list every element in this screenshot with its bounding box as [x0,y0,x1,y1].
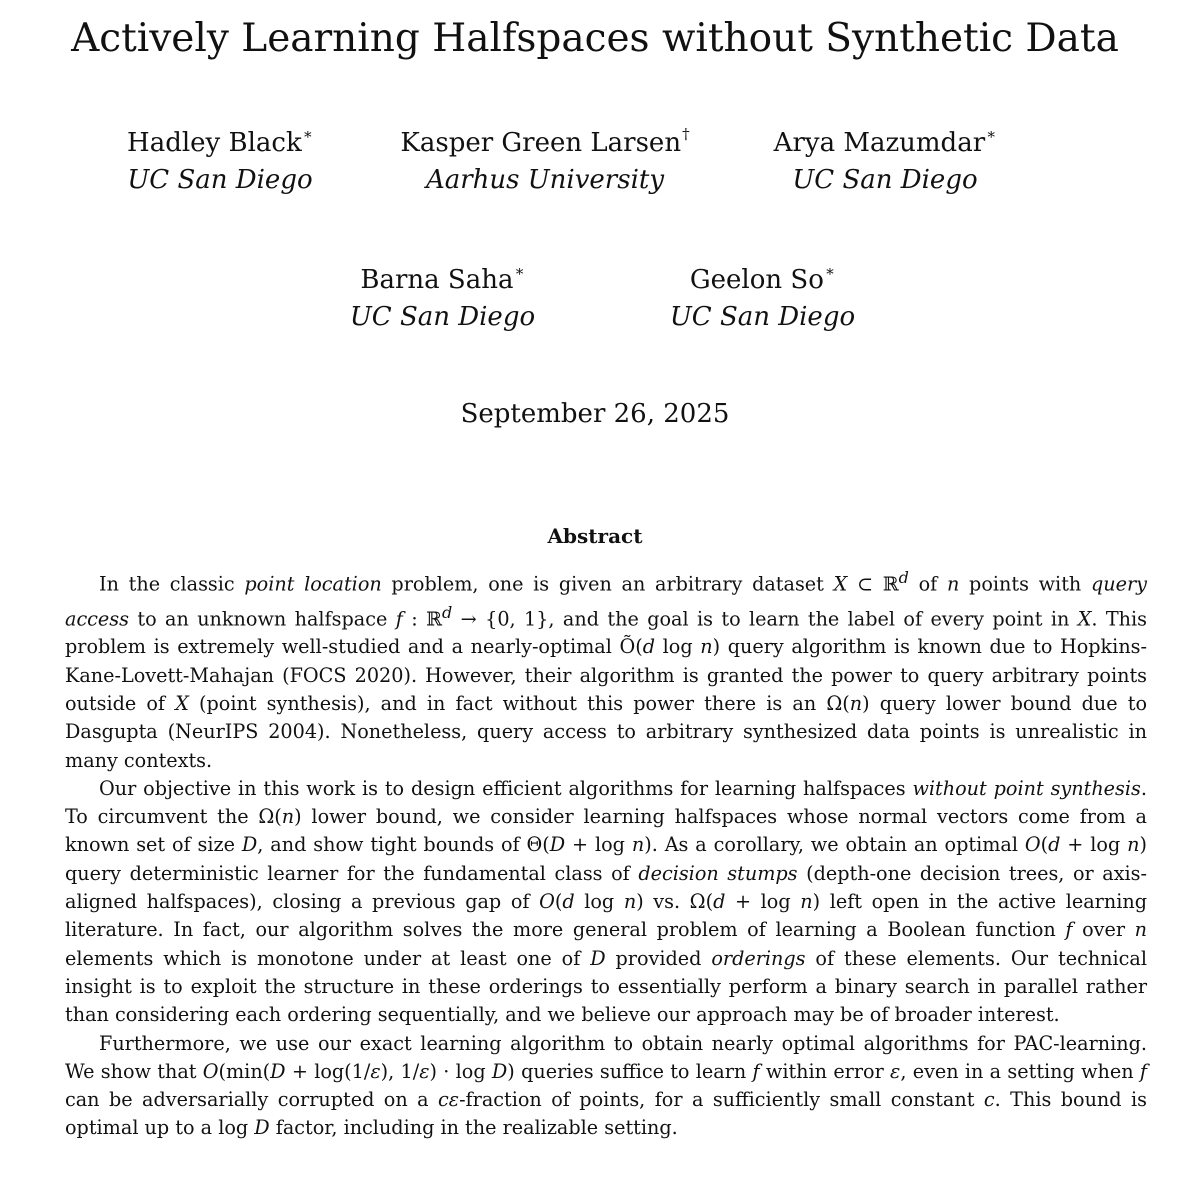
author-affiliation: Aarhus University [425,165,665,195]
author-name: Hadley Black∗ [127,125,313,158]
author-name: Geelon So∗ [689,262,836,295]
author-block [300,262,585,336]
author-block [380,125,710,199]
abstract-paragraph: Our objective in this work is to design efficient algorithms for learning halfspaces without point synthesis. To circumvent the Ω(n) lower bound, we consider learning halfspaces whose normal vectors come from a known set of size D, and show tight bounds of Θ(D + log n). As a corollary, we obtain an optimal O(d + log n) query deterministic learner for the fundamental class of decision stumps (depth-one decision trees, or axis-aligned halfspaces), closing a previous gap of O(d log n) vs. Ω(d + log n) left open in the active learning literature. In fact, our algorithm solves the more general problem of learning a Boolean function f over n elements which is monotone under at least one of D provided orderings of these elements. Our technical insight is to exploit the structure in these orderings to essentially perform a binary search in parallel rather than considering each ordering sequentially, and we believe our approach may be of broader interest. [65,776,1147,1027]
author-footnote-mark: ∗ [986,125,997,143]
abstract-heading: Abstract [547,524,643,548]
author-block [735,125,1035,199]
abstract-paragraph: In the classic point location problem, one is given an arbitrary dataset X ⊂ ℝ$^d$ of n points with query access to an unknown halfspace f : ℝ$^d$ → {0, 1}, and the goal is to learn the label of every point in X. This problem is extremely well-studied and a nearly-optimal Õ(d log n) query algorithm is known due to Hopkins-Kane-Lovett-Mahajan (FOCS 2020). However, their algorithm is granted the power to query arbitrary points outside of X (point synthesis), and in fact without this power there is an Ω(n) query lower bound due to Dasgupta (NeurIPS 2004). Nonetheless, query access to arbitrary synthesized data points is unrealistic in many contexts. [65,568,1148,772]
abstract-body [65,564,1147,1143]
author-footnote-mark: ∗ [514,262,525,280]
author-name: Barna Saha∗ [360,262,525,295]
author-affiliation: UC San Diego [792,165,978,195]
author-footnote-mark: † [682,125,690,143]
author-block [70,125,370,199]
author-affiliation: UC San Diego [349,302,536,332]
author-affiliation: UC San Diego [127,165,313,195]
paper-title: Actively Learning Halfspaces without Synthetic Data [71,16,1119,61]
abstract-paragraph: Furthermore, we use our exact learning algorithm to obtain nearly optimal algorithms for PAC-learning. We show that O(min(D + log(1/ε), 1/ε) · log D) queries suffice to learn f within error ε, even in a setting when f can be adversarially corrupted on a cε-fraction of points, for a sufficiently small constant c. This bound is optimal up to a log D factor, including in the realizable setting. [65,1031,1147,1140]
author-name: Kasper Green Larsen† [400,125,690,158]
author-block [620,262,905,336]
author-name: Arya Mazumdar∗ [773,125,997,158]
author-affiliation: UC San Diego [669,302,856,332]
publication-date: September 26, 2025 [460,399,730,429]
author-footnote-mark: ∗ [824,262,836,280]
author-footnote-mark: ∗ [302,125,313,143]
